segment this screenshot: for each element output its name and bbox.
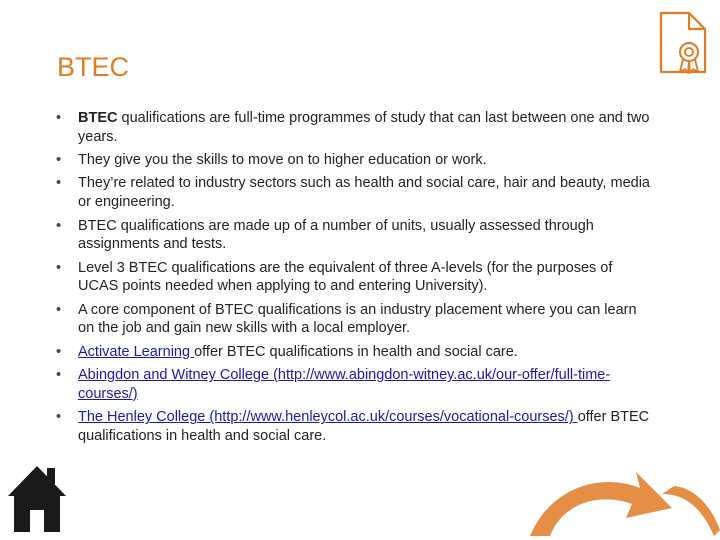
bullet-item	[56, 343, 656, 362]
bullet-text: Level 3 BTEC qualifications are the equivalent of three A-levels (for the purposes of UCAS points needed when applying to and entering University).	[78, 259, 613, 295]
henley-college-link[interactable]: The Henley College (http://www.henleycol.ac.uk/courses/vocational-courses/)	[78, 409, 578, 426]
home-icon[interactable]	[6, 462, 68, 534]
bullet-list	[56, 109, 656, 450]
bullet-text: They give you the skills to move on to higher education or work.	[78, 152, 487, 169]
bullet-item	[56, 366, 656, 403]
bullet-text: offer BTEC qualifications in health and social care.	[194, 343, 518, 360]
bullet-item	[56, 217, 656, 254]
bullet-item	[56, 408, 656, 445]
slide-title: BTEC	[57, 52, 130, 82]
bullet-text: A core component of BTEC qualifications is an industry placement where you can learn on the job and gain new skills with a local employer.	[78, 301, 637, 337]
bullet-item	[56, 301, 656, 338]
bullet-lead: BTEC	[78, 110, 118, 126]
bullet-text: offer BTEC qualifications in health and social care.	[78, 409, 650, 445]
bullet-item	[56, 151, 656, 170]
back-arrow-icon[interactable]	[522, 458, 720, 540]
bullet-item	[56, 259, 656, 296]
bullet-text: BTEC qualifications are made up of a number of units, usually assessed through assignments and tests.	[78, 217, 594, 253]
bullet-item	[56, 109, 656, 146]
bullet-text: They’re related to industry sectors such as health and social care, hair and beauty, media or engineering.	[78, 175, 650, 211]
abingdon-witney-link[interactable]: Abingdon and Witney College (http://www.abingdon-witney.ac.uk/our-offer/full-time-courses/)	[78, 367, 611, 402]
activate-learning-link[interactable]: Activate Learning	[78, 343, 195, 360]
bullet-item	[56, 174, 656, 211]
bullet-text: qualifications are full-time programmes of study that can last between one and two years.	[78, 110, 650, 145]
certificate-icon	[655, 10, 711, 76]
